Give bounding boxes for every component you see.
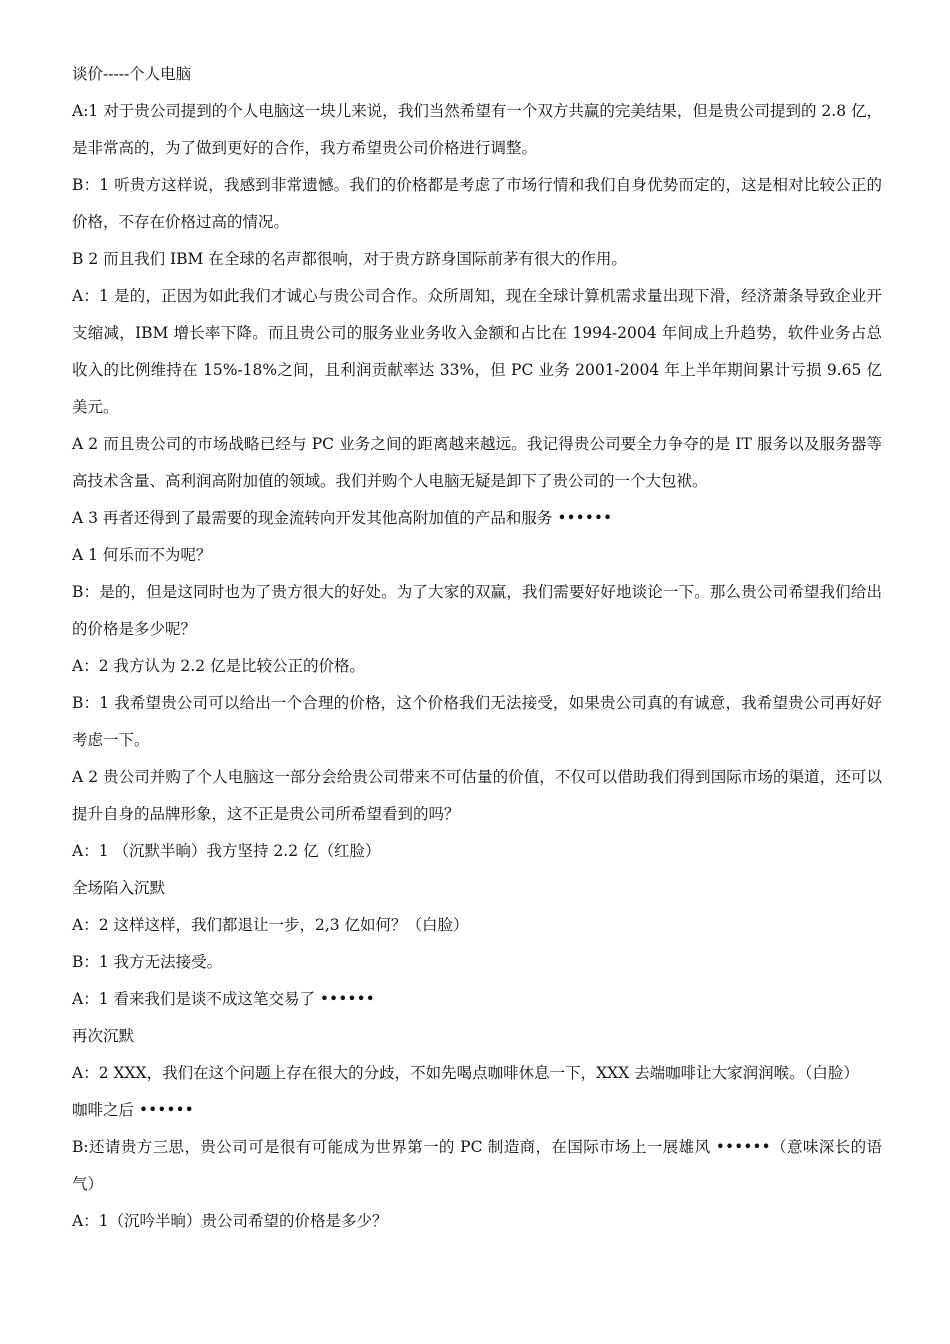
paragraph: B 2 而且我们 IBM 在全球的名声都很响，对于贵方跻身国际前茅有很大的作用。 <box>72 250 627 268</box>
paragraph: B：是的，但是这同时也为了贵方很大的好处。为了大家的双赢，我们需要好好地谈论一下。那么贵公司希望我们给出的价格是多少呢？ <box>72 583 882 638</box>
paragraph: B：1 我希望贵公司可以给出一个合理的价格，这个价格我们无法接受，如果贵公司真的有诚意，我希望贵公司再好好考虑一下。 <box>72 694 882 749</box>
paragraph: B：1 我方无法接受。 <box>72 953 223 971</box>
paragraph: A：2 这样这样，我们都退让一步，2,3 亿如何？（白脸） <box>72 916 469 934</box>
paragraph: B：1 听贵方这样说，我感到非常遗憾。我们的价格都是考虑了市场行情和我们自身优势而定的，这是相对比较公正的价格，不存在价格过高的情况。 <box>72 176 882 231</box>
paragraph: A：1 看来我们是谈不成这笔交易了 •••••• <box>72 990 375 1008</box>
paragraph: A 2 而且贵公司的市场战略已经与 PC 业务之间的距离越来越远。我记得贵公司要全力争夺的是 IT 服务以及服务器等高技术含量、高利润高附加值的领域。我们并购个人电脑无疑是卸下了贵公司的一个大包袱。 <box>72 435 882 490</box>
paragraph: A：2 我方认为 2.2 亿是比较公正的价格。 <box>72 657 365 675</box>
paragraph: A 3 再者还得到了最需要的现金流转向开发其他高附加值的产品和服务 •••••• <box>72 509 613 527</box>
paragraph: A:1 对于贵公司提到的个人电脑这一块儿来说，我们当然希望有一个双方共赢的完美结果，但是贵公司提到的 2.8 亿，是非常高的，为了做到更好的合作，我方希望贵公司价格进行调整。 <box>72 102 882 157</box>
paragraph: 全场陷入沉默 <box>72 879 166 897</box>
paragraph: B:还请贵方三思，贵公司可是很有可能成为世界第一的 PC 制造商，在国际市场上一展雄风 ••••••（意味深长的语气） <box>72 1138 882 1193</box>
paragraph: A：1 是的，正因为如此我们才诚心与贵公司合作。众所周知，现在全球计算机需求量出现下滑，经济萧条导致企业开支缩减，IBM 增长率下降。而且贵公司的服务业业务收入金额和占比在 1994-2004 年间成上升趋势，软件业务占总收入的比例维持在 15%-18%之间，且利润贡献率达 33%，但 PC 业务 2001-2004 年上半年期间累计亏损 9.65 亿美元。 <box>72 287 882 416</box>
paragraph: 再次沉默 <box>72 1027 135 1045</box>
paragraph: 咖啡之后 •••••• <box>72 1101 194 1119</box>
document-body <box>72 56 882 1240</box>
paragraph: A 2 贵公司并购了个人电脑这一部分会给贵公司带来不可估量的价值，不仅可以借助我们得到国际市场的渠道，还可以提升自身的品牌形象，这不正是贵公司所希望看到的吗？ <box>72 768 882 823</box>
paragraph: A：2 XXX，我们在这个问题上存在很大的分歧，不如先喝点咖啡休息一下，XXX 去端咖啡让大家润润喉。（白脸） <box>72 1064 859 1082</box>
document-title: 谈价-----个人电脑 <box>72 65 192 83</box>
paragraph: A 1 何乐而不为呢？ <box>72 546 212 564</box>
paragraph: A：1（沉吟半晌）贵公司希望的价格是多少？ <box>72 1212 388 1230</box>
paragraph: A：1 （沉默半晌）我方坚持 2.2 亿（红脸） <box>72 842 381 860</box>
